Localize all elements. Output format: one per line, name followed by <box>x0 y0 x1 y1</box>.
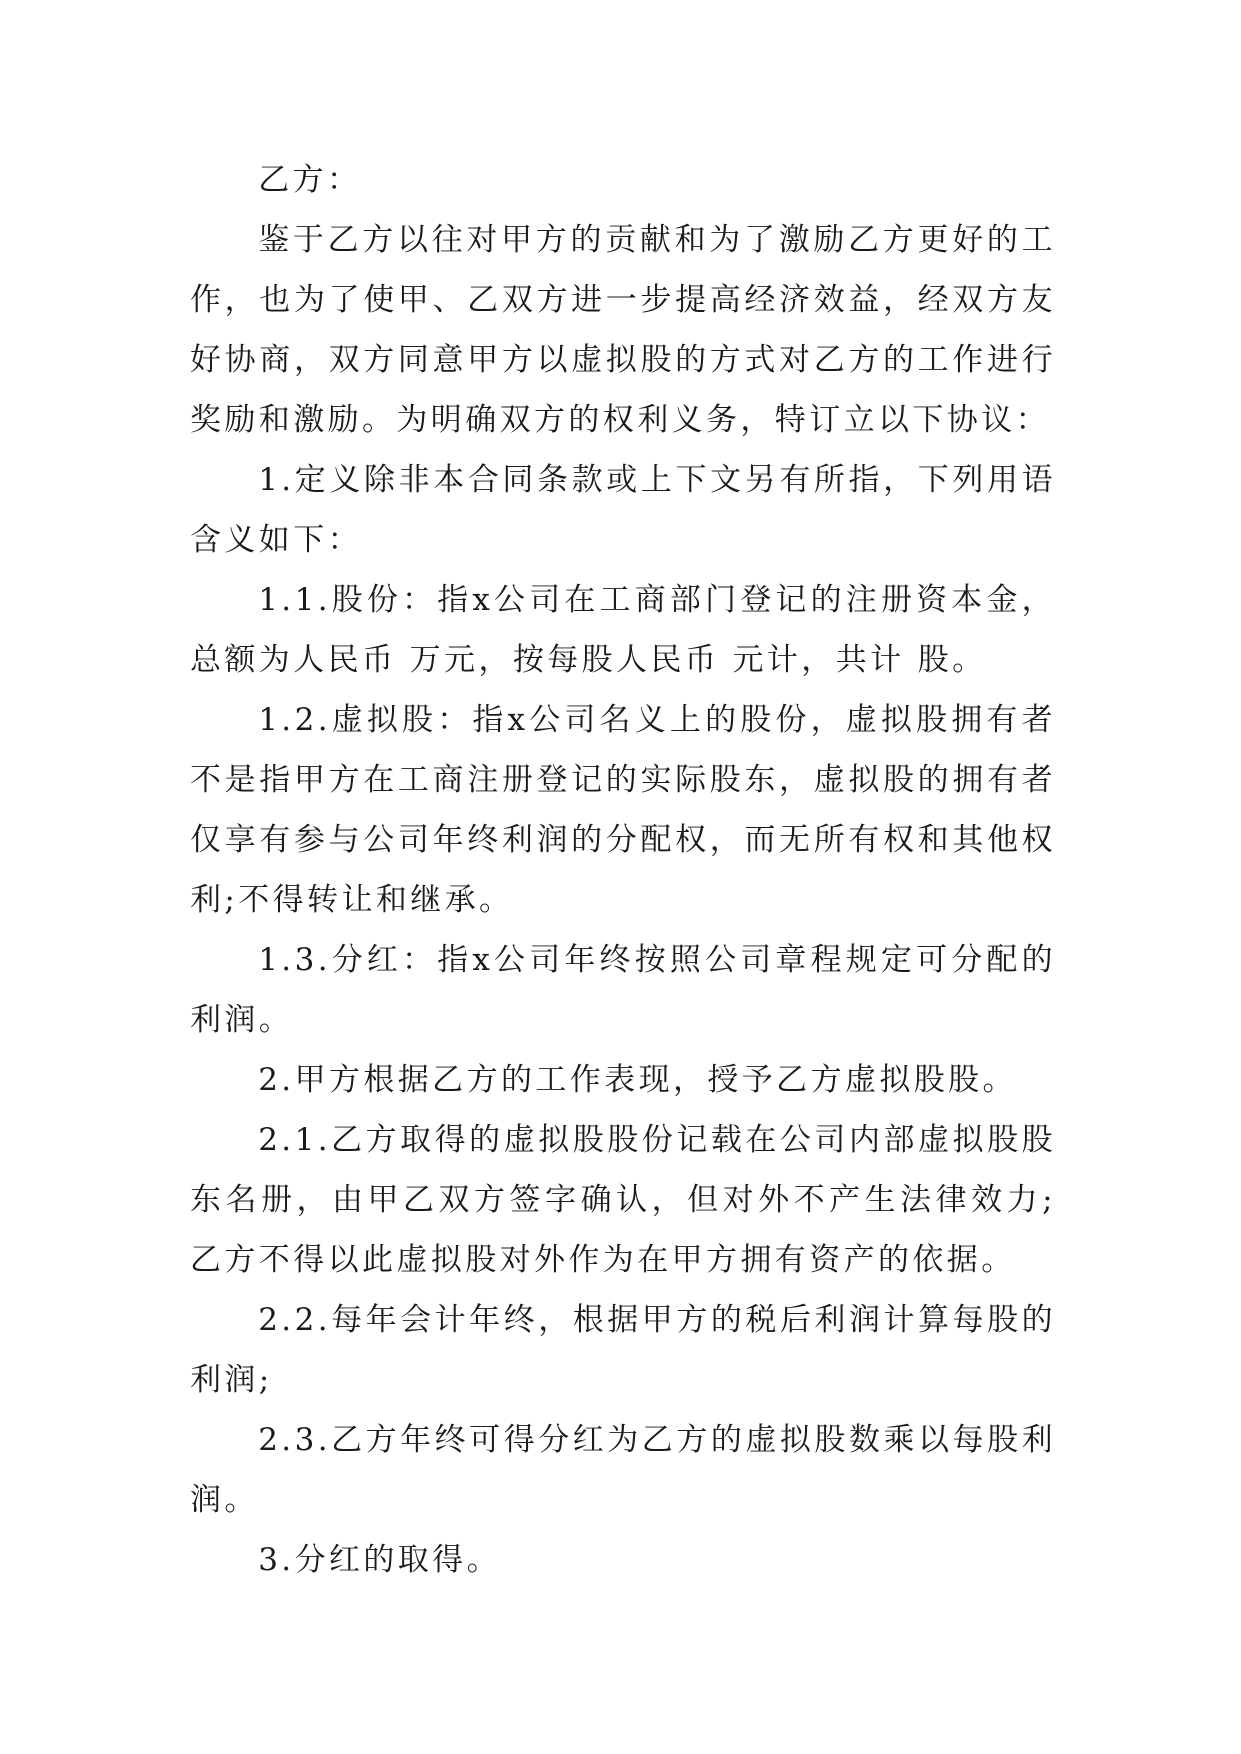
paragraph-clause-2: 2.甲方根据乙方的工作表现，授予乙方虚拟股股。 <box>258 1062 1017 1098</box>
paragraph-clause-1-3: 1.3.分红：指x公司年终按照公司章程规定可分配的利润。 <box>190 942 1056 1038</box>
paragraph-clause-1-2: 1.2.虚拟股：指x公司名义上的股份，虚拟股拥有者不是指甲方在工商注册登记的实际股东，虚拟股的拥有者仅享有参与公司年终利润的分配权，而无所有权和其他权利;不得转让和继承。 <box>190 702 1056 918</box>
paragraph-clause-3: 3.分红的取得。 <box>258 1542 501 1578</box>
document-body <box>190 150 1056 1590</box>
paragraph-clause-2-3: 2.3.乙方年终可得分红为乙方的虚拟股数乘以每股利润。 <box>190 1422 1056 1518</box>
paragraph-party-b: 乙方： <box>258 162 362 198</box>
paragraph-clause-1: 1.定义除非本合同条款或上下文另有所指，下列用语含义如下： <box>190 462 1056 558</box>
paragraph-clause-1-1: 1.1.股份：指x公司在工商部门登记的注册资本金，总额为人民币 万元，按每股人民币 元计，共计 股。 <box>190 582 1056 678</box>
paragraph-clause-2-1: 2.1.乙方取得的虚拟股股份记载在公司内部虚拟股股东名册，由甲乙双方签字确认，但对外不产生法律效力;乙方不得以此虚拟股对外作为在甲方拥有资产的依据。 <box>190 1122 1056 1278</box>
paragraph-preamble: 鉴于乙方以往对甲方的贡献和为了激励乙方更好的工作，也为了使甲、乙双方进一步提高经济效益，经双方友好协商，双方同意甲方以虚拟股的方式对乙方的工作进行奖励和激励。为明确双方的权利义务，特订立以下协议： <box>190 222 1056 438</box>
paragraph-clause-2-2: 2.2.每年会计年终，根据甲方的税后利润计算每股的利润; <box>190 1302 1056 1398</box>
